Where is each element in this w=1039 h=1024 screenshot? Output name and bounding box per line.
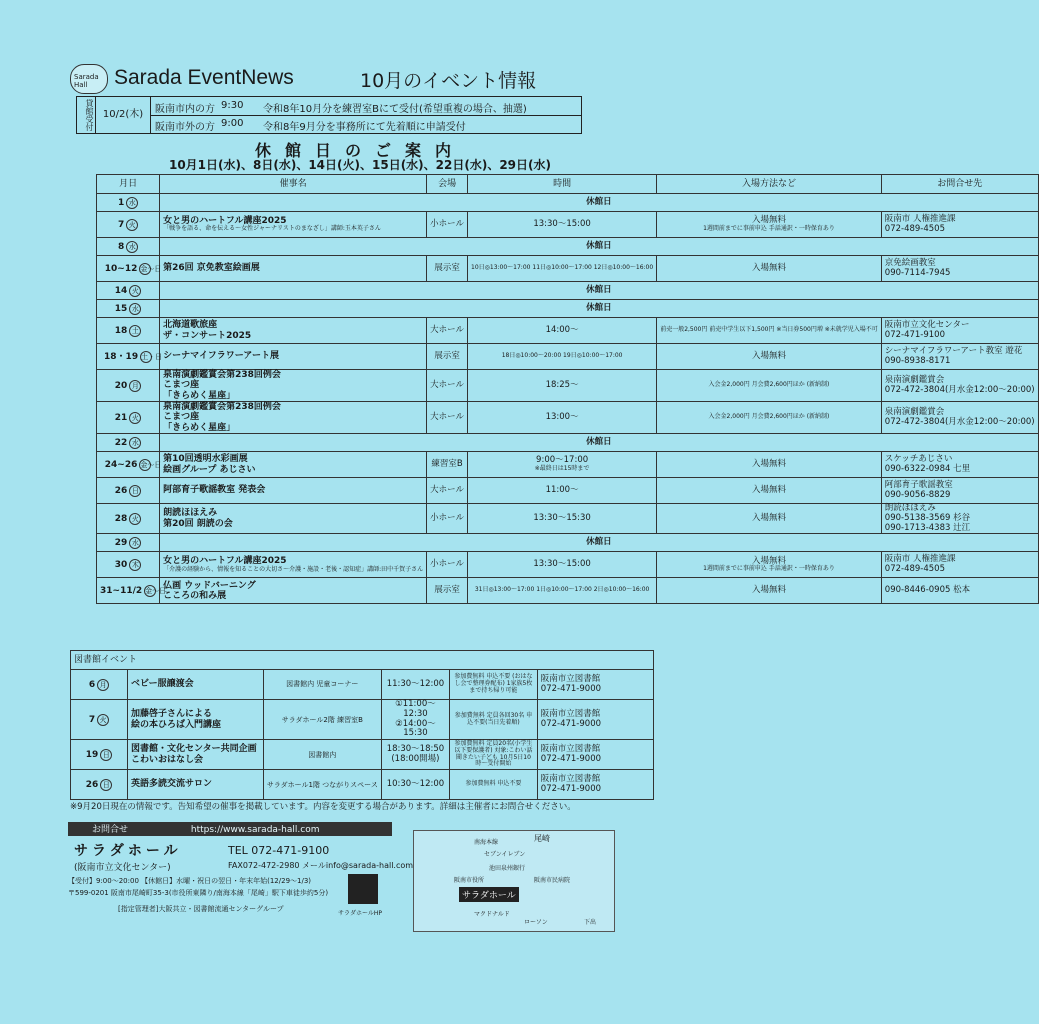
table-row [97, 578, 1039, 604]
event-name [160, 318, 427, 344]
closed-day: 休館日 [160, 300, 1038, 318]
event-time [468, 256, 657, 282]
event-entry-main: 入場無料 [751, 584, 786, 595]
event-contact [881, 256, 1038, 282]
event-day: 20 [114, 380, 128, 391]
contact-url[interactable]: https://www.sarada-hall.com [190, 825, 320, 835]
reception-time: 9:30 [221, 100, 244, 111]
event-date [97, 402, 160, 434]
event-day: 30 [114, 559, 128, 570]
weekday-badge: 水 [126, 197, 138, 209]
footnote: ※9月20日現在の情報です。告知希望の催事を掲載しています。内容を変更する場合があります。詳細は主催者にお問合せください。 [70, 802, 576, 812]
event-title-2: こまつ座 [163, 412, 200, 423]
event-title: 泉南演劇鑑賞会第238回例会 [163, 402, 281, 413]
logo-text: Sarada Hall [74, 73, 99, 89]
contact-label: お問合せ [92, 825, 129, 835]
table-row [97, 552, 1039, 578]
access-map [413, 830, 615, 932]
event-day: 8 [117, 241, 125, 252]
event-time [468, 578, 657, 604]
event-time-main: 13:30〜15:30 [533, 512, 591, 523]
event-title: 仏画 ウッドバーニング [163, 580, 256, 591]
event-time-sub: 18日◎10:00〜20:00 19日◎10:00〜17:00 [501, 352, 623, 360]
event-date [97, 504, 160, 534]
event-date [97, 212, 160, 238]
event-day: 21 [114, 412, 128, 423]
event-entry [657, 402, 882, 434]
event-time-main: 18:25〜 [545, 379, 579, 390]
event-time-main: 9:00〜17:00 [536, 455, 589, 466]
contact-hours: 【受付】9:00〜20:00 【休館日】水曜・祝日の翌日・年末年始(12/29〜1/3) [68, 877, 312, 885]
event-title: 阿部育子歌謡教室 発表会 [163, 485, 266, 496]
closed-day: 休館日 [160, 534, 1038, 552]
reception-date: 10/2(木) [96, 97, 151, 133]
event-day: 6 [88, 679, 96, 690]
reception-box [76, 96, 582, 134]
map-seven: セブンイレブン [484, 851, 526, 858]
event-title: 英語多読交流サロン [131, 779, 213, 790]
weekday-badge: 火 [129, 412, 141, 424]
table-row [71, 670, 654, 700]
event-title: 泉南演劇鑑賞会第238回例会 [163, 370, 281, 380]
event-entry-main: 入場無料 [751, 215, 786, 226]
weekday-badge: 日 [100, 749, 112, 761]
map-hospital: 阪南市民病院 [534, 877, 571, 884]
event-day: 29 [114, 537, 128, 548]
contact-name: 阪南市立文化センター [884, 319, 970, 330]
event-entry-sub: 入会金2,000円 月会費2,600円ほか (新納制) [708, 413, 830, 421]
table-row [97, 318, 1039, 344]
event-time [468, 370, 657, 402]
table-row [97, 300, 1039, 318]
brand-name: Sarada EventNews [114, 66, 294, 89]
event-venue: 小ホール [427, 504, 468, 534]
reception-text: 令和8年10月分を練習室Bにて受付(希望重複の場合、抽選) [263, 104, 527, 115]
weekday-badge: 金〜日 [140, 460, 162, 469]
event-name [160, 578, 427, 604]
contact-phone: 072-471-9100 [884, 329, 945, 340]
weekday-badge: 日 [100, 779, 112, 791]
event-entry: 参加費無料 定員20名(小学生以下要保護者) 対象:こわい話聞きたい子ども 10月5日10時〜受付開始 [450, 740, 538, 770]
event-day: 22 [114, 437, 128, 448]
contact-phone: 072-471-9000 [540, 783, 602, 794]
event-entry: 参加費無料 申込不要 (おはなし会で整理券配布) 1家族5枚まで持ち帰り可能 [450, 670, 538, 700]
weekday-badge: 金〜日 [140, 264, 162, 273]
contact-phone: 072-489-4505 [884, 563, 945, 574]
event-contact [881, 478, 1038, 504]
contact-phone: 072-471-9000 [540, 683, 602, 694]
weekday-badge: 火 [97, 714, 109, 726]
table-row [97, 402, 1039, 434]
map-city: 阪南市役所 [454, 877, 485, 884]
event-contact [537, 670, 653, 700]
event-venue: 大ホール [427, 370, 468, 402]
contact-name: 阪南市 人権推進課 [884, 554, 956, 565]
contact-phone-2: 090-1713-4383 辻江 [884, 522, 971, 533]
contact-name: 阪南市立図書館 [540, 708, 601, 719]
event-entry [657, 578, 882, 604]
reception-who: 阪南市外の方 [155, 122, 215, 133]
weekday-badge: 水 [129, 303, 141, 315]
event-title-2: こころの和み展 [163, 590, 227, 601]
closed-day: 休館日 [160, 194, 1038, 212]
event-venue: 大ホール [427, 478, 468, 504]
event-time [468, 452, 657, 478]
event-entry-sub: 前売一般2,500円 前売中学生以下1,500円 ※当日券500円増 ※未就学児入場不可 [660, 326, 878, 334]
event-time: 18:30〜18:50 (18:00開場) [381, 740, 449, 770]
event-entry [657, 478, 882, 504]
event-date [97, 552, 160, 578]
event-date [97, 300, 160, 318]
closed-day: 休館日 [160, 238, 1038, 256]
event-day: 18 [114, 325, 128, 336]
table-row [97, 370, 1039, 402]
event-title: 朗読ほほえみ [163, 508, 218, 519]
map-lawson: ローソン [524, 919, 548, 926]
event-venue: 展示室 [427, 344, 468, 370]
event-date [97, 434, 160, 452]
table-row [97, 212, 1039, 238]
weekday-badge: 土・日 [141, 352, 163, 361]
event-time-sub: 10日◎13:00〜17:00 11日◎10:00〜17:00 12日◎10:00〜16:00 [471, 264, 654, 272]
contact-phone: 090-5138-3569 杉谷 [884, 512, 971, 523]
library-label: 図書館イベント [71, 651, 654, 670]
event-title: 第10回透明水彩画展 [163, 454, 248, 465]
event-contact [881, 318, 1038, 344]
event-name [160, 402, 427, 434]
qr-label: サラダホールHP [338, 910, 382, 917]
event-entry: 参加費無料 定員各回30名 申込不要(当日先着順) [450, 700, 538, 740]
weekday-badge: 火 [129, 513, 141, 525]
page-title: 10月のイベント情報 [360, 70, 537, 92]
event-time: ①11:00〜12:30 ②14:00〜15:30 [381, 700, 449, 740]
event-time [468, 478, 657, 504]
table-row [97, 504, 1039, 534]
library-table [70, 650, 654, 800]
contact-phone: 072-471-9000 [540, 718, 602, 729]
logo [70, 64, 108, 94]
event-name [160, 212, 427, 238]
event-contact [881, 552, 1038, 578]
event-date [97, 282, 160, 300]
event-sub: 「戦争を語る、命を伝える〜女性ジャーナリストのまなざし」講師:玉本英子さん [163, 225, 381, 233]
contact-section [68, 822, 668, 952]
table-row [71, 770, 654, 800]
event-contact [881, 452, 1038, 478]
map-station: 南海本線 [474, 839, 499, 846]
contact-phone: 090-6322-0984 七里 [884, 463, 971, 474]
event-venue: 図書館内 児童コーナー [263, 670, 381, 700]
weekday-badge: 水 [129, 537, 141, 549]
event-date [97, 256, 160, 282]
contact-phone: 090-8446-0905 松本 [884, 584, 971, 595]
contact-name: スケッチあじさい [884, 453, 953, 464]
event-venue: 展示室 [427, 578, 468, 604]
event-entry-main: 入場無料 [751, 262, 786, 273]
contact-name: 朗読ほほえみ [884, 503, 936, 514]
event-title-3: 「きらめく星座」 [163, 390, 236, 401]
closed-days-title: 休館日のご案内 [254, 141, 465, 160]
event-title-2: 第20回 朗読の会 [163, 518, 233, 529]
table-row [71, 740, 654, 770]
event-venue: 練習室B [427, 452, 468, 478]
event-venue: 大ホール [427, 318, 468, 344]
event-title-2: こまつ座 [163, 380, 200, 391]
events-header: 入場方法など [657, 175, 882, 194]
event-day: 7 [88, 714, 96, 725]
event-title: 北海道歌旅座 [163, 320, 218, 331]
event-venue: 小ホール [427, 212, 468, 238]
table-row [97, 452, 1039, 478]
contact-bar [68, 822, 392, 836]
event-entry-main: 入場無料 [751, 512, 786, 523]
weekday-badge: 水 [129, 437, 141, 449]
event-date [97, 452, 160, 478]
event-name [128, 700, 264, 740]
event-date [97, 344, 163, 370]
event-entry [657, 370, 882, 402]
event-entry-sub: 1週間前までに事前申込 手話通訳・一時保育あり [703, 224, 835, 232]
contact-tel: TEL 072-471-9100 [228, 844, 330, 857]
contact-phone: 072-489-4505 [884, 223, 945, 234]
event-day: 7 [117, 219, 125, 230]
event-title-2: ザ・コンサート2025 [163, 330, 252, 341]
map-library: 池田泉州銀行 [489, 865, 526, 872]
event-title: 加藤啓子さんによる [131, 709, 213, 720]
event-venue: サラダホール2階 練習室B [263, 700, 381, 740]
event-date [97, 534, 160, 552]
event-entry [657, 344, 882, 370]
weekday-badge: 月 [129, 380, 141, 392]
reception-label: 貸館受付 [77, 97, 96, 133]
event-day: 26 [85, 779, 99, 790]
event-day: 10~12 [104, 263, 138, 274]
events-header: お問合せ先 [881, 175, 1038, 194]
event-title: ベビー服譲渡会 [131, 679, 194, 690]
reception-text: 令和8年9月分を事務所にて先着順に申請受付 [263, 122, 466, 133]
event-title-3: 「きらめく星座」 [163, 422, 236, 433]
event-date [71, 740, 128, 770]
events-header: 会場 [427, 175, 468, 194]
event-title: 第26回 京免教室絵画展 [163, 263, 260, 274]
events-header: 月日 [97, 175, 160, 194]
event-title: 女と男のハートフル講座2025 [163, 215, 287, 226]
map-mcdonalds: マクドナルド [474, 911, 510, 918]
event-day: 26 [114, 485, 128, 496]
event-name [160, 552, 427, 578]
contact-name-sub: (阪南市立文化センター) [74, 863, 171, 873]
event-time: 10:30〜12:00 [381, 770, 449, 800]
table-row [97, 434, 1039, 452]
event-sub: 「介護の経験から、情報を知ることの大切さ〜介護・施設・老後・認知症」講師:田中千賀子さん [163, 565, 424, 573]
event-day: 28 [114, 513, 128, 524]
event-contact [881, 212, 1038, 238]
event-entry [657, 212, 882, 238]
event-time-sub: 31日◎13:00〜17:00 1日◎10:00〜17:00 2日◎10:00〜16:00 [474, 586, 650, 594]
contact-name: 泉南演劇鑑賞会 [884, 374, 945, 385]
event-name [160, 452, 427, 478]
header [70, 64, 650, 94]
event-time-main: 13:30〜15:00 [533, 558, 591, 569]
reception-who: 阪南市内の方 [155, 104, 215, 115]
contact-name: サラダホール [74, 843, 182, 859]
event-venue: 展示室 [427, 256, 468, 282]
event-contact [537, 700, 653, 740]
contact-name: 泉南演劇鑑賞会 [884, 406, 945, 417]
event-time-main: 13:00〜 [545, 411, 579, 422]
contact-name: 阪南市立図書館 [540, 743, 601, 754]
weekday-badge: 火 [129, 285, 141, 297]
weekday-badge: 日 [129, 485, 141, 497]
event-contact [881, 578, 1038, 604]
event-name [160, 256, 427, 282]
event-name [128, 740, 264, 770]
event-name [160, 504, 427, 534]
contact-name: 阪南市立図書館 [540, 673, 601, 684]
event-venue: 図書館内 [263, 740, 381, 770]
event-date [71, 700, 128, 740]
event-entry: 参加費無料 申込不要 [450, 770, 538, 800]
event-time [468, 504, 657, 534]
event-contact [537, 740, 653, 770]
weekday-badge: 土 [129, 325, 141, 337]
contact-name: 阪南市立図書館 [540, 773, 601, 784]
event-entry-sub: 1週間前までに事前申込 手話通訳・一時保育あり [703, 565, 835, 573]
contact-name: 阿部育子歌謡教室 [884, 479, 953, 490]
event-contact [881, 370, 1038, 402]
table-row [97, 238, 1039, 256]
contact-phone: 090-8938-8171 [884, 355, 951, 366]
table-row [97, 344, 1039, 370]
event-title-2: 絵画グループ あじさい [163, 464, 256, 475]
table-row [97, 194, 1039, 212]
event-date [97, 578, 167, 604]
event-date [97, 194, 160, 212]
event-title: シーナマイフラワーアート展 [163, 351, 279, 362]
contact-phone: 072-472-3804(月水金12:00〜20:00) [884, 416, 1035, 427]
event-name [128, 670, 264, 700]
event-entry-main: 入場無料 [751, 458, 786, 469]
event-entry-main: 入場無料 [751, 555, 786, 566]
event-title-2: こわいおはなし会 [131, 754, 204, 765]
event-entry-main: 入場無料 [751, 484, 786, 495]
weekday-badge: 金〜日 [145, 586, 167, 595]
closed-day: 休館日 [160, 282, 1038, 300]
weekday-badge: 月 [97, 679, 109, 691]
event-entry [657, 452, 882, 478]
event-entry [657, 318, 882, 344]
event-venue: サラダホール1階 つながりスペース [263, 770, 381, 800]
weekday-badge: 木 [129, 559, 141, 571]
event-time [468, 212, 657, 238]
event-title-2: 絵の本ひろば入門講座 [131, 719, 222, 730]
qr-code[interactable] [348, 874, 378, 904]
contact-name: 京免絵画教室 [884, 257, 936, 268]
map-shimotai: 下出 [584, 919, 597, 926]
event-name [160, 478, 427, 504]
event-name [160, 344, 427, 370]
event-date [97, 238, 160, 256]
event-contact [881, 504, 1038, 534]
event-entry [657, 504, 882, 534]
event-time: 11:30〜12:00 [381, 670, 449, 700]
event-venue: 大ホール [427, 402, 468, 434]
event-title: 女と男のハートフル講座2025 [163, 556, 287, 567]
events-header: 催事名 [160, 175, 427, 194]
event-date [71, 770, 128, 800]
event-name [160, 370, 427, 402]
reception-time: 9:00 [221, 118, 244, 129]
event-day: 14 [114, 285, 128, 296]
contact-fax: FAX072-472-2980 メールinfo@sarada-hall.com [228, 861, 414, 870]
map-hall: サラダホール [459, 887, 519, 902]
event-venue: 小ホール [427, 552, 468, 578]
event-entry [657, 256, 882, 282]
event-time-sub: ※最終日は15時まで [534, 465, 590, 472]
contact-name: シーナマイフラワーアート教室 遊花 [884, 345, 1023, 356]
event-contact [537, 770, 653, 800]
closed-day: 休館日 [160, 434, 1038, 452]
contact-name: 阪南市 人権推進課 [884, 213, 956, 224]
contact-phone: 090-9056-8829 [884, 489, 951, 500]
event-day: 19 [85, 749, 99, 760]
events-table [96, 174, 1039, 604]
event-title: 図書館・文化センター共同企画 [131, 744, 257, 755]
weekday-badge: 水 [126, 241, 138, 253]
event-date [71, 670, 128, 700]
events-header: 時間 [468, 175, 657, 194]
event-contact [881, 402, 1038, 434]
event-date [97, 318, 160, 344]
event-time-main: 11:00〜 [545, 484, 579, 495]
event-date [97, 478, 160, 504]
event-entry-sub: 入会金2,000円 月会費2,600円ほか (新納制) [708, 381, 830, 389]
event-entry [657, 552, 882, 578]
contact-manager: [指定管理者]大阪共立・図書館流通センターグループ [118, 905, 284, 913]
map-ozaki: 尾崎 [534, 834, 550, 843]
contact-address: 〒599-0201 阪南市尾崎町35-3(市役所東隣り/南海本線「尾崎」駅下車徒歩約5分) [68, 889, 329, 897]
contact-phone: 072-471-9000 [540, 753, 602, 764]
contact-phone: 090-7114-7945 [884, 267, 951, 278]
table-row [71, 700, 654, 740]
event-time-main: 13:30〜15:00 [533, 218, 591, 229]
event-name [128, 770, 264, 800]
event-day: 24~26 [104, 459, 138, 470]
event-day: 1 [117, 197, 125, 208]
event-time [468, 318, 657, 344]
event-entry-main: 入場無料 [751, 350, 786, 361]
event-time [468, 402, 657, 434]
event-day: 31~11/2 [100, 585, 143, 596]
event-day: 15 [114, 303, 128, 314]
weekday-badge: 火 [126, 219, 138, 231]
table-row [97, 256, 1039, 282]
event-day: 18・19 [104, 351, 139, 362]
table-row [97, 282, 1039, 300]
table-row [97, 534, 1039, 552]
event-time [468, 552, 657, 578]
event-time [468, 344, 657, 370]
event-contact [881, 344, 1038, 370]
closed-days-dates: 10月1日(水)、8日(水)、14日(火)、15日(水)、22日(水)、29日(水) [168, 158, 551, 172]
event-time-main: 14:00〜 [545, 324, 579, 335]
table-row [97, 478, 1039, 504]
event-date [97, 370, 160, 402]
contact-phone: 072-472-3804(月水金12:00〜20:00) [884, 384, 1035, 395]
